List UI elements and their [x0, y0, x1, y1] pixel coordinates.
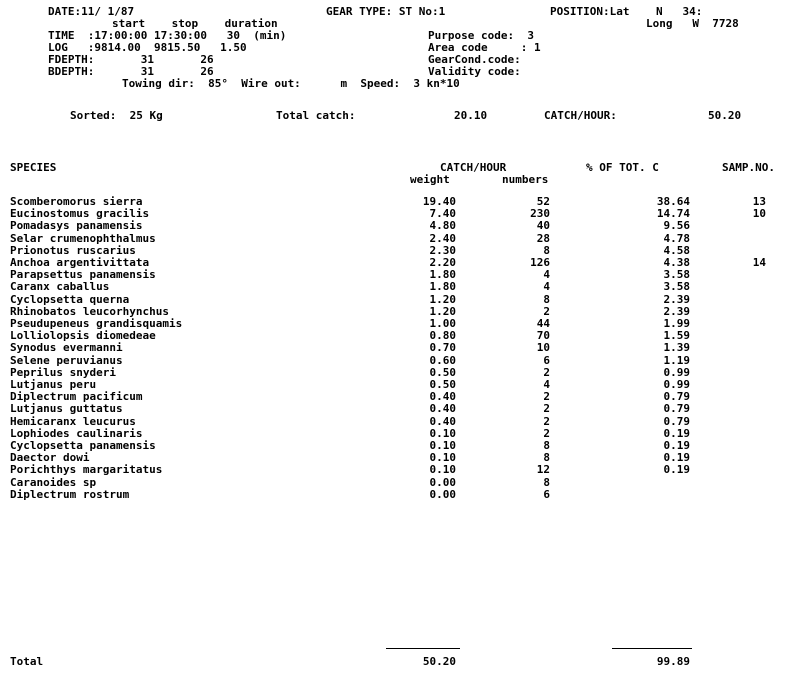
- species-pct: 0.19: [663, 463, 690, 476]
- species-numbers: 6: [543, 488, 550, 501]
- species-weight: 7.40: [429, 207, 456, 220]
- species-numbers: 230: [530, 207, 550, 220]
- catch-hour-column-header: CATCH/HOUR: [440, 161, 507, 174]
- species-weight: 0.70: [429, 341, 456, 354]
- species-numbers: 10: [536, 341, 550, 354]
- species-numbers: 8: [543, 293, 550, 306]
- species-name: Anchoa argentivittata: [10, 256, 150, 269]
- total-label: Total: [10, 655, 44, 668]
- species-name: Lolliolopsis diomedeae: [10, 329, 156, 342]
- catch-hour-label: CATCH/HOUR:: [544, 109, 617, 122]
- species-numbers: 4: [543, 280, 550, 293]
- species-weight: 1.80: [429, 268, 456, 281]
- species-numbers: 52: [536, 195, 550, 208]
- species-pct: 0.19: [663, 439, 690, 452]
- species-pct: 0.79: [663, 402, 690, 415]
- species-numbers: 4: [543, 378, 550, 391]
- start-stop-duration-header: start stop duration: [112, 17, 278, 30]
- species-samp-no: 10: [752, 207, 766, 220]
- species-name: Diplectrum pacificum: [10, 390, 143, 403]
- weight-subheader: weight: [410, 173, 450, 186]
- species-pct: 2.39: [663, 293, 690, 306]
- species-weight: 1.20: [429, 293, 456, 306]
- species-numbers: 6: [543, 354, 550, 367]
- species-pct: 9.56: [663, 219, 690, 232]
- species-samp-no: 14: [752, 256, 766, 269]
- species-weight: 0.10: [429, 439, 456, 452]
- species-pct: 0.19: [663, 427, 690, 440]
- species-weight: 4.80: [429, 219, 456, 232]
- species-numbers: 2: [543, 402, 550, 415]
- species-name: Pseudupeneus grandisquamis: [10, 317, 183, 330]
- pct-total-rule: [612, 648, 692, 649]
- species-name: Parapsettus panamensis: [10, 268, 156, 281]
- species-name: Cyclopsetta panamensis: [10, 439, 156, 452]
- species-pct: 14.74: [656, 207, 690, 220]
- species-weight: 0.50: [429, 378, 456, 391]
- species-numbers: 44: [536, 317, 550, 330]
- longitude-field: Long W 7728: [646, 17, 739, 30]
- species-name: Peprilus snyderi: [10, 366, 116, 379]
- species-pct: 4.58: [663, 244, 690, 257]
- towing-row: Towing dir: 85° Wire out: m Speed: 3 kn*10: [122, 77, 460, 90]
- total-weight-value: 50.20: [422, 655, 456, 668]
- pct-column-header: % OF TOT. C: [586, 161, 659, 174]
- species-pct: 0.99: [663, 366, 690, 379]
- species-column-header: SPECIES: [10, 161, 57, 174]
- species-name: Lutjanus peru: [10, 378, 97, 391]
- species-numbers: 12: [536, 463, 550, 476]
- species-numbers: 2: [543, 390, 550, 403]
- species-pct: 4.38: [663, 256, 690, 269]
- species-weight: 1.00: [429, 317, 456, 330]
- species-name: Selene peruvianus: [10, 354, 123, 367]
- samp-column-header: SAMP.NO.: [722, 161, 775, 174]
- species-pct: 0.99: [663, 378, 690, 391]
- species-weight: 2.40: [429, 232, 456, 245]
- species-pct: 0.19: [663, 451, 690, 464]
- species-name: Scomberomorus sierra: [10, 195, 143, 208]
- species-numbers: 2: [543, 415, 550, 428]
- species-weight: 0.00: [429, 476, 456, 489]
- species-pct: 1.19: [663, 354, 690, 367]
- species-name: Eucinostomus gracilis: [10, 207, 150, 220]
- species-name: Synodus evermanni: [10, 341, 123, 354]
- gearcond-code-field: GearCond.code:: [428, 53, 521, 66]
- species-numbers: 2: [543, 427, 550, 440]
- species-name: Daector dowi: [10, 451, 90, 464]
- species-weight: 1.20: [429, 305, 456, 318]
- bdepth-row: BDEPTH: 31 26: [48, 65, 214, 78]
- area-code-field: Area code : 1: [428, 41, 541, 54]
- species-name: Pomadasys panamensis: [10, 219, 143, 232]
- species-numbers: 40: [536, 219, 550, 232]
- species-name: Lutjanus guttatus: [10, 402, 123, 415]
- species-numbers: 8: [543, 439, 550, 452]
- numbers-subheader: numbers: [502, 173, 549, 186]
- species-name: Lophiodes caulinaris: [10, 427, 143, 440]
- species-weight: 0.40: [429, 402, 456, 415]
- total-pct-value: 99.89: [656, 655, 690, 668]
- sorted-field: Sorted: 25 Kg: [70, 109, 163, 122]
- weight-total-rule: [386, 648, 460, 649]
- species-name: Prionotus ruscarius: [10, 244, 136, 257]
- total-catch-label: Total catch:: [276, 109, 356, 122]
- species-numbers: 8: [543, 244, 550, 257]
- species-pct: 4.78: [663, 232, 690, 245]
- species-numbers: 2: [543, 366, 550, 379]
- species-weight: 0.40: [429, 390, 456, 403]
- species-weight: 0.10: [429, 463, 456, 476]
- species-numbers: 126: [530, 256, 550, 269]
- species-weight: 0.80: [429, 329, 456, 342]
- species-numbers: 70: [536, 329, 550, 342]
- purpose-code-field: Purpose code: 3: [428, 29, 534, 42]
- catch-hour-value: 50.20: [708, 109, 742, 122]
- species-weight: 0.60: [429, 354, 456, 367]
- species-pct: 3.58: [663, 268, 690, 281]
- species-numbers: 2: [543, 305, 550, 318]
- species-name: Porichthys margaritatus: [10, 463, 163, 476]
- species-pct: 1.39: [663, 341, 690, 354]
- species-weight: 0.40: [429, 415, 456, 428]
- fdepth-row: FDEPTH: 31 26: [48, 53, 214, 66]
- species-pct: 0.79: [663, 390, 690, 403]
- species-numbers: 8: [543, 451, 550, 464]
- species-pct: 0.79: [663, 415, 690, 428]
- species-name: Caranx caballus: [10, 280, 110, 293]
- species-weight: 0.10: [429, 451, 456, 464]
- total-catch-value: 20.10: [454, 109, 488, 122]
- species-samp-no: 13: [752, 195, 766, 208]
- species-name: Rhinobatos leucorhynchus: [10, 305, 169, 318]
- species-numbers: 4: [543, 268, 550, 281]
- log-row: LOG :9814.00 9815.50 1.50: [48, 41, 247, 54]
- species-pct: 3.58: [663, 280, 690, 293]
- species-name: Cyclopsetta querna: [10, 293, 130, 306]
- species-pct: 2.39: [663, 305, 690, 318]
- species-name: Diplectrum rostrum: [10, 488, 130, 501]
- species-pct: 38.64: [656, 195, 690, 208]
- species-pct: 1.59: [663, 329, 690, 342]
- species-weight: 2.30: [429, 244, 456, 257]
- species-weight: 0.50: [429, 366, 456, 379]
- species-numbers: 28: [536, 232, 550, 245]
- species-weight: 19.40: [422, 195, 456, 208]
- species-name: Caranoides sp: [10, 476, 97, 489]
- time-row: TIME :17:00:00 17:30:00 30 (min): [48, 29, 287, 42]
- validity-code-field: Validity code:: [428, 65, 521, 78]
- date-field: DATE:11/ 1/87: [48, 5, 135, 18]
- species-name: Hemicaranx leucurus: [10, 415, 136, 428]
- species-weight: 0.10: [429, 427, 456, 440]
- species-name: Selar crumenophthalmus: [10, 232, 156, 245]
- species-weight: 0.00: [429, 488, 456, 501]
- species-pct: 1.99: [663, 317, 690, 330]
- species-weight: 2.20: [429, 256, 456, 269]
- position-field: POSITION:Lat N 34:: [550, 5, 703, 18]
- gear-type-field: GEAR TYPE: ST No:1: [326, 5, 446, 18]
- species-weight: 1.80: [429, 280, 456, 293]
- species-numbers: 8: [543, 476, 550, 489]
